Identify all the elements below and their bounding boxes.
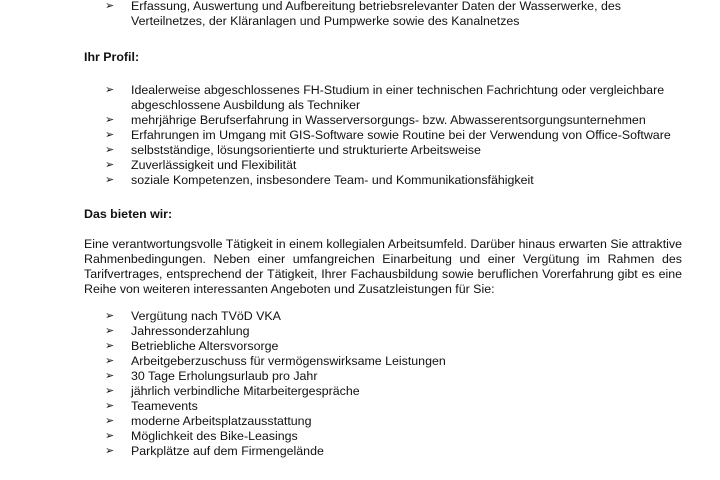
task-list — [84, 0, 684, 29]
paragraph-line: Eine verantwortungsvolle Tätigkeit in einem kollegialen Arbeitsumfeld. Darüber hinaus erwarten Sie attraktive — [84, 237, 682, 251]
list-item-text: jährlich verbindliche Mitarbeitergespräche — [131, 384, 360, 398]
list-item-text: Zuverlässigkeit und Flexibilität — [131, 158, 297, 172]
list-item-text: 30 Tage Erholungsurlaub pro Jahr — [131, 369, 318, 383]
arrow-bullet-icon: ➢ — [105, 415, 115, 427]
list-item-text: Möglichkeit des Bike-Leasings — [131, 429, 298, 443]
list-item — [84, 444, 684, 459]
list-item — [84, 158, 684, 173]
arrow-bullet-icon: ➢ — [105, 159, 115, 171]
arrow-bullet-icon: ➢ — [105, 174, 115, 186]
benefits-list — [84, 309, 684, 459]
list-item — [84, 339, 684, 354]
list-item — [84, 369, 684, 384]
list-item-text: Parkplätze auf dem Firmengelände — [131, 444, 324, 458]
arrow-bullet-icon: ➢ — [105, 144, 115, 156]
list-item-text: soziale Kompetenzen, insbesondere Team- und Kommunikationsfähigkeit — [131, 173, 534, 187]
list-item-text: Erfassung, Auswertung und Aufbereitung betriebsrelevanter Daten der Wasserwerke, des Verteilnetzes, der Kläranlagen und Pumpwerke sowie des Kanalnetzes — [131, 0, 621, 28]
list-item-text: Teamevents — [131, 399, 198, 413]
arrow-bullet-icon: ➢ — [105, 385, 115, 397]
arrow-bullet-icon: ➢ — [105, 114, 115, 126]
paragraph-line: Tarifvertrages, entsprechend der Tätigkeit, Ihrer Fachausbildung sowie beruflichen Vorerfahrung gibt es eine — [84, 267, 682, 281]
list-item — [84, 309, 684, 324]
arrow-bullet-icon: ➢ — [105, 445, 115, 457]
list-item — [84, 384, 684, 399]
list-item-text: selbstständige, lösungsorientierte und strukturierte Arbeitsweise — [131, 143, 481, 157]
list-item-text: mehrjährige Berufserfahrung in Wasserversorgungs- bzw. Abwasserentsorgungsunternehmen — [131, 113, 646, 127]
list-item-text: Betriebliche Altersvorsorge — [131, 339, 279, 353]
list-item-text: Jahressonderzahlung — [131, 324, 250, 338]
list-item — [84, 128, 684, 143]
list-item — [84, 113, 684, 128]
offer-intro-paragraph — [84, 237, 682, 297]
arrow-bullet-icon: ➢ — [105, 430, 115, 442]
list-item — [84, 414, 684, 429]
list-item — [84, 0, 684, 29]
arrow-bullet-icon: ➢ — [105, 355, 115, 367]
arrow-bullet-icon: ➢ — [105, 340, 115, 352]
list-item-text: Idealerweise abgeschlossenes FH-Studium in einer technischen Fachrichtung oder vergleichbare abgeschlossene Ausbildung als Techniker — [131, 83, 665, 112]
list-item — [84, 143, 684, 158]
profile-list — [84, 83, 684, 188]
list-item — [84, 354, 684, 369]
offer-heading: Das bieten wir: — [84, 207, 173, 221]
list-item-text: Erfahrungen im Umgang mit GIS-Software sowie Routine bei der Verwendung von Office-Software — [131, 128, 671, 142]
list-item-text: Arbeitgeberzuschuss für vermögenswirksame Leistungen — [131, 354, 446, 368]
profile-heading: Ihr Profil: — [84, 50, 140, 64]
list-item — [84, 429, 684, 444]
paragraph-line: Rahmenbedingungen. Neben einer umfangreichen Einarbeitung und einer Vergütung im Rahmen des — [84, 252, 682, 266]
arrow-bullet-icon: ➢ — [105, 0, 115, 12]
list-item — [84, 173, 684, 188]
arrow-bullet-icon: ➢ — [105, 310, 115, 322]
arrow-bullet-icon: ➢ — [105, 400, 115, 412]
list-item-text: Vergütung nach TVöD VKA — [131, 309, 281, 323]
list-item — [84, 324, 684, 339]
arrow-bullet-icon: ➢ — [105, 84, 115, 96]
list-item — [84, 83, 684, 113]
paragraph-line: Reihe von weiteren interessanten Angeboten und Zusatzleistungen für Sie: — [84, 282, 495, 296]
list-item-text: moderne Arbeitsplatzausstattung — [131, 414, 312, 428]
arrow-bullet-icon: ➢ — [105, 370, 115, 382]
arrow-bullet-icon: ➢ — [105, 129, 115, 141]
list-item — [84, 399, 684, 414]
arrow-bullet-icon: ➢ — [105, 325, 115, 337]
